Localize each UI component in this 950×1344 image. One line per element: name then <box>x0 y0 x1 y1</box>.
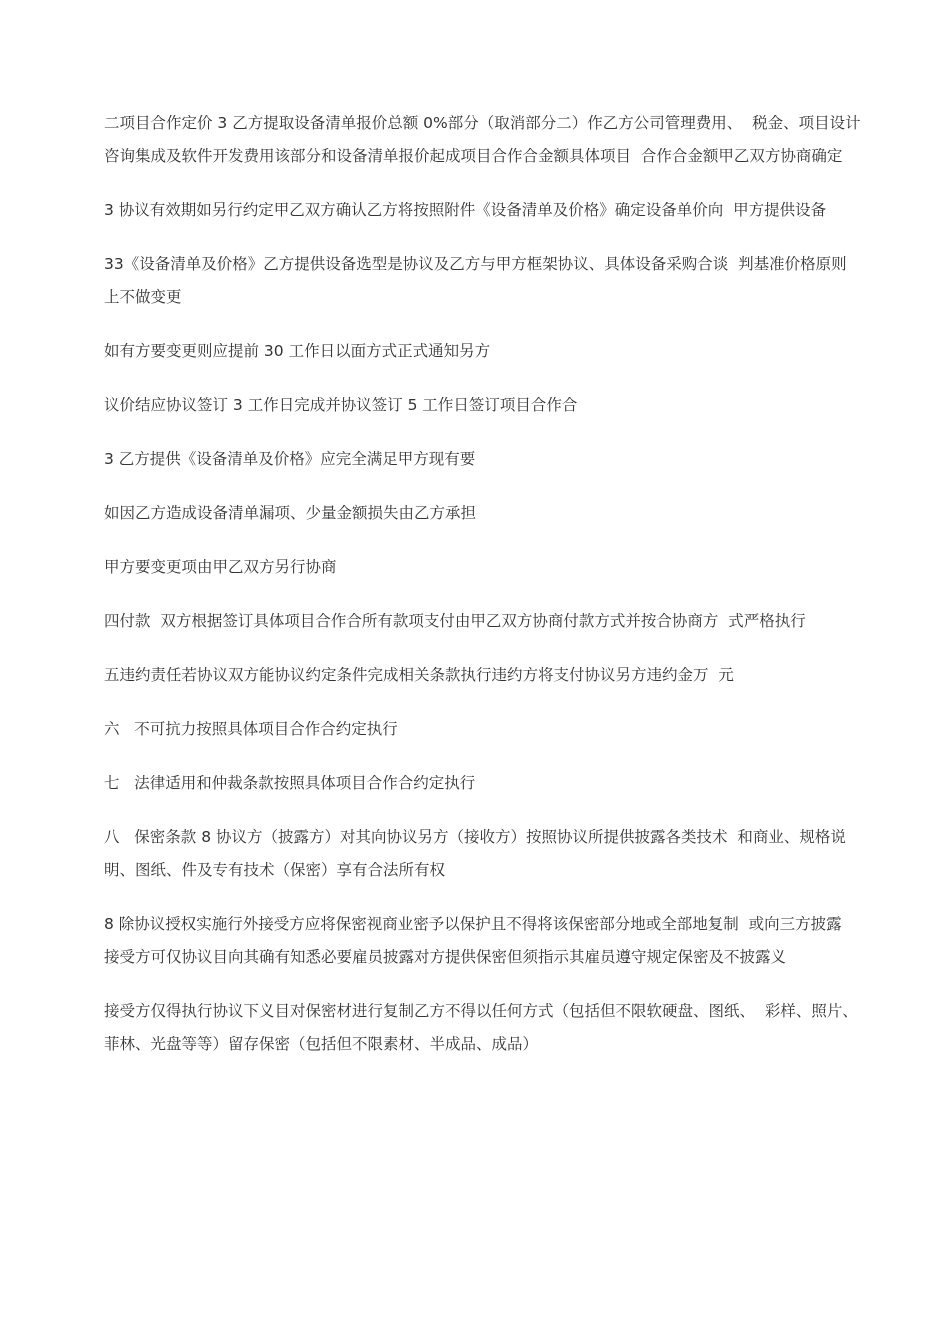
paragraph-pricing: 二项目合作定价 3 乙方提取设备清单报价总额 0%部分（取消部分二）作乙方公司管理费用、 税金、项目设计咨询集成及软件开发费用该部分和设备清单报价起成项目合作合金额具体项目 合作合金额甲乙双方协商确定 <box>104 114 861 165</box>
paragraph-law-arbitration: 七 法律适用和仲裁条款按照具体项目合作合约定执行 <box>104 774 476 792</box>
paragraph-price-negotiation: 议价结应协议签订 3 工作日完成并协议签订 5 工作日签订项目合作合 <box>104 396 578 414</box>
paragraph-change-notice: 如有方要变更则应提前 30 工作日以面方式正式通知另方 <box>104 342 491 360</box>
paragraph-omission-loss: 如因乙方造成设备清单漏项、少量金额损失由乙方承担 <box>104 504 477 522</box>
paragraph-payment: 四付款 双方根据签订具体项目合作合所有款项支付由甲乙双方协商付款方式并按合协商方 式严格执行 <box>104 612 806 630</box>
paragraph-validity: 3 协议有效期如另行约定甲乙双方确认乙方将按照附件《设备清单及价格》确定设备单价向 甲方提供设备 <box>104 201 827 219</box>
paragraph-confidential-copy: 接受方仅得执行协议下义目对保密材进行复制乙方不得以任何方式（包括但不限软硬盘、图纸、 彩样、照片、菲林、光盘等等）留存保密（包括但不限素材、半成品、成品） <box>104 1002 858 1053</box>
paragraph-confidentiality: 八 保密条款 8 协议方（披露方）对其向协议另方（接收方）按照协议所提供披露各类技术 和商业、规格说明、图纸、件及专有技术（保密）享有合法所有权 <box>104 828 846 879</box>
paragraph-change-negotiation: 甲方要变更项由甲乙双方另行协商 <box>104 558 337 576</box>
paragraph-force-majeure: 六 不可抗力按照具体项目合作合约定执行 <box>104 720 398 738</box>
paragraph-requirements: 3 乙方提供《设备清单及价格》应完全满足甲方现有要 <box>104 450 476 468</box>
paragraph-equipment-list: 33《设备清单及价格》乙方提供设备选型是协议及乙方与甲方框架协议、具体设备采购合谈 判基准价格原则上不做变更 <box>104 255 847 306</box>
paragraph-confidential-protection: 8 除协议授权实施行外接受方应将保密视商业密予以保护且不得将该保密部分地或全部地复制 或向三方披露 接受方可仅协议目向其确有知悉必要雇员披露对方提供保密但须指示其雇员遵守规定保密及不披露义 <box>104 915 852 966</box>
paragraph-breach: 五违约责任若协议双方能协议约定条件完成相关条款执行违约方将支付协议另方违约金万 元 <box>104 666 734 684</box>
